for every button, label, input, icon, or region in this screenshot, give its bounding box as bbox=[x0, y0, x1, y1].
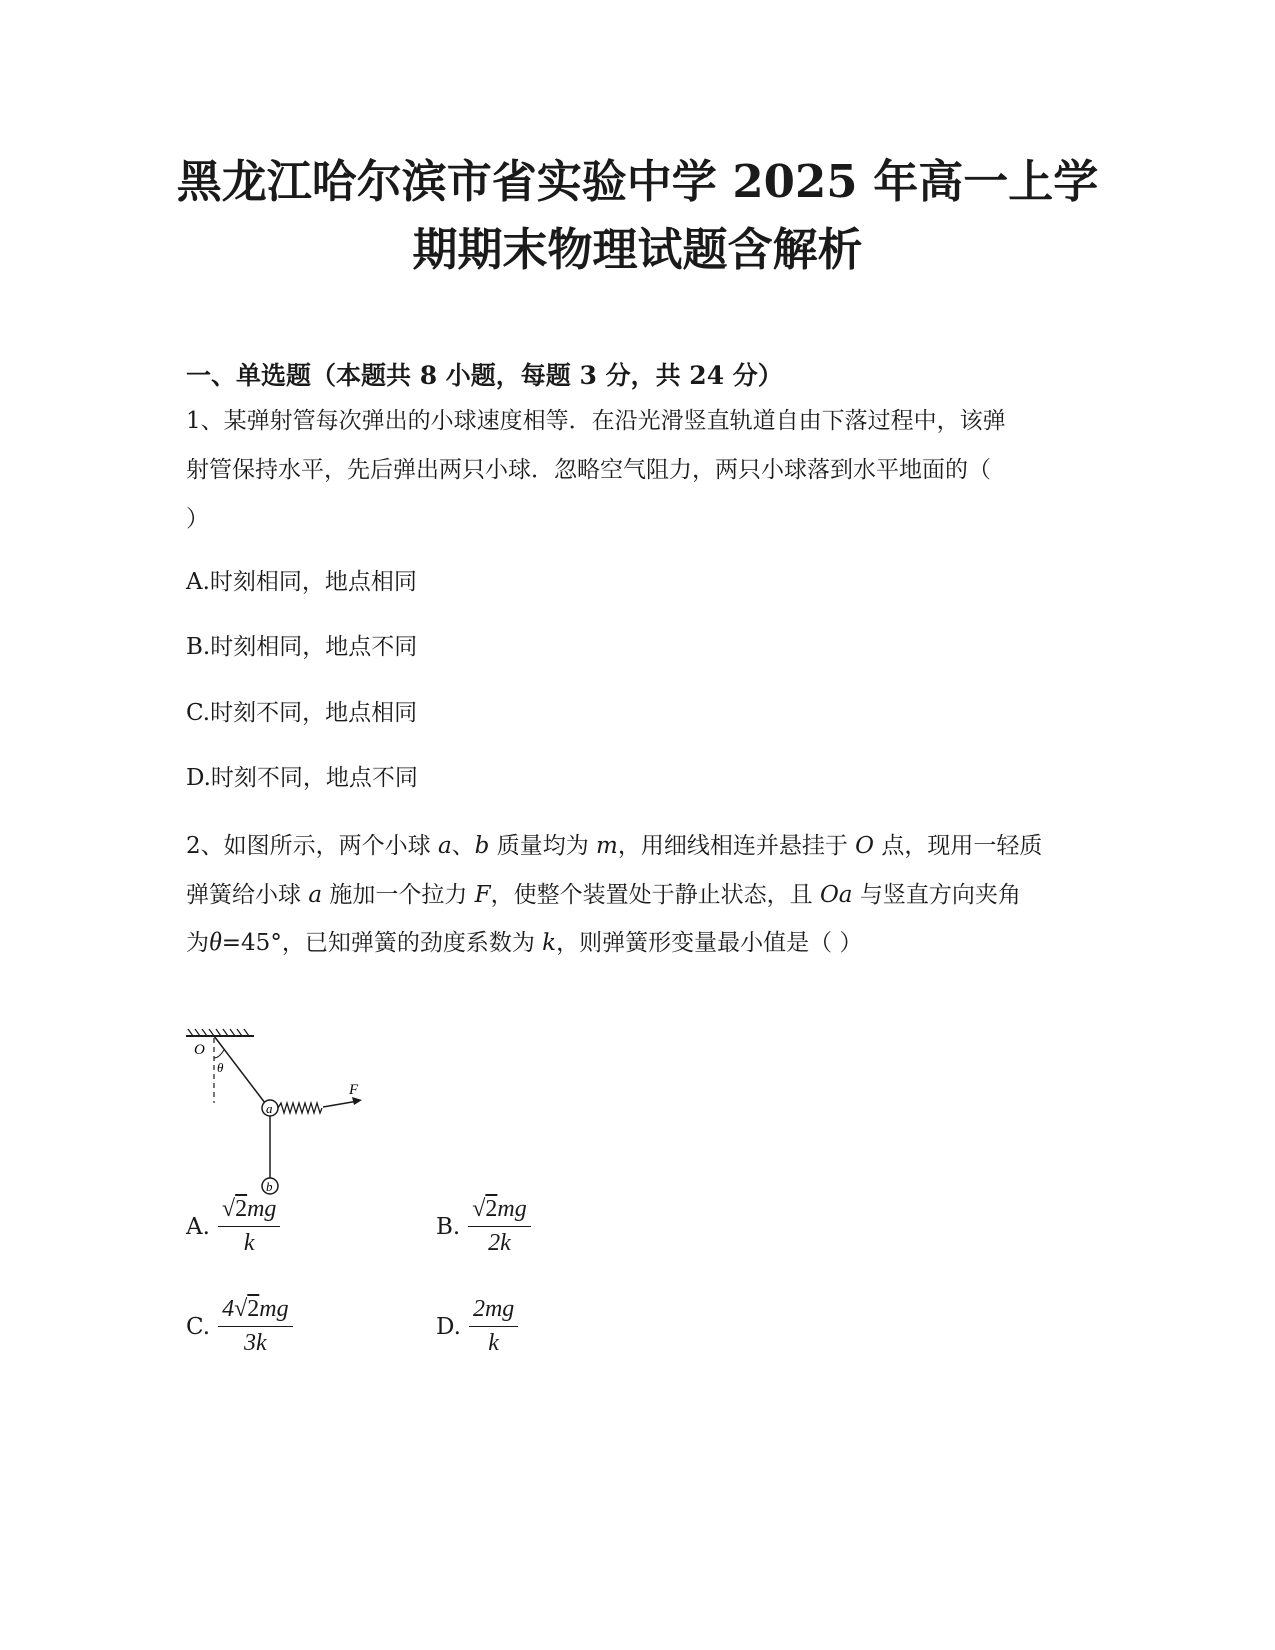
q1-line-3: ） bbox=[186, 506, 209, 532]
label-o: O bbox=[194, 1042, 205, 1058]
q2-option-c: C. $\frac{4√2mg}{3k}$ bbox=[186, 1296, 293, 1357]
angle-arc bbox=[214, 1050, 224, 1058]
q1-option-a: A.时刻相同，地点相同 bbox=[186, 569, 417, 595]
spring bbox=[278, 1103, 322, 1113]
q1-option-c: C.时刻不同，地点相同 bbox=[186, 700, 418, 726]
q2-line-2: 弹簧给小球 a 施加一个拉力 F，使整个装置处于静止状态，且 Oa 与竖直方向夹角 bbox=[186, 882, 1021, 908]
label-theta: θ bbox=[217, 1060, 224, 1075]
label-f: F bbox=[349, 1082, 359, 1098]
question-1-stem bbox=[186, 397, 1086, 544]
q1-option-d: D.时刻不同，地点不同 bbox=[186, 765, 418, 791]
label-a: a bbox=[266, 1101, 273, 1116]
force-arrow bbox=[323, 1101, 358, 1107]
label-b: b bbox=[266, 1179, 273, 1194]
title-line-1: 黑龙江哈尔滨市省实验中学 2025 年高一上学 bbox=[176, 155, 1099, 208]
q1-line-1: 1、某弹射管每次弹出的小球速度相等．在沿光滑竖直轨道自由下落过程中，该弹 bbox=[186, 408, 1006, 434]
q2-option-d: D. $\frac{2mg}{k}$ bbox=[436, 1296, 518, 1357]
q1-option-b: B.时刻相同，地点不同 bbox=[186, 634, 418, 660]
q2-option-a: A. $\frac{√2mg}{k}$ bbox=[186, 1196, 280, 1257]
pendulum-spring-diagram bbox=[186, 1028, 386, 1208]
q1-line-2: 射管保持水平，先后弹出两只小球．忽略空气阻力，两只小球落到水平地面的（ bbox=[186, 457, 991, 483]
ceiling-hatching bbox=[188, 1029, 249, 1036]
q2-line-3: 为θ=45°，已知弹簧的劲度系数为 k，则弹簧形变量最小值是（ ） bbox=[186, 927, 863, 956]
title-line-2: 期期末物理试题含解析 bbox=[412, 223, 863, 276]
q2-option-b: B. $\frac{√2mg}{2k}$ bbox=[436, 1196, 531, 1257]
document-title bbox=[150, 148, 1125, 284]
section-heading: 一、单选题（本题共 8 小题，每题 3 分，共 24 分） bbox=[186, 361, 783, 390]
force-arrowhead bbox=[352, 1097, 362, 1105]
q2-line-1: 2、如图所示，两个小球 a、b 质量均为 m，用细线相连并悬挂于 O 点，现用一轻质 bbox=[186, 833, 1043, 859]
